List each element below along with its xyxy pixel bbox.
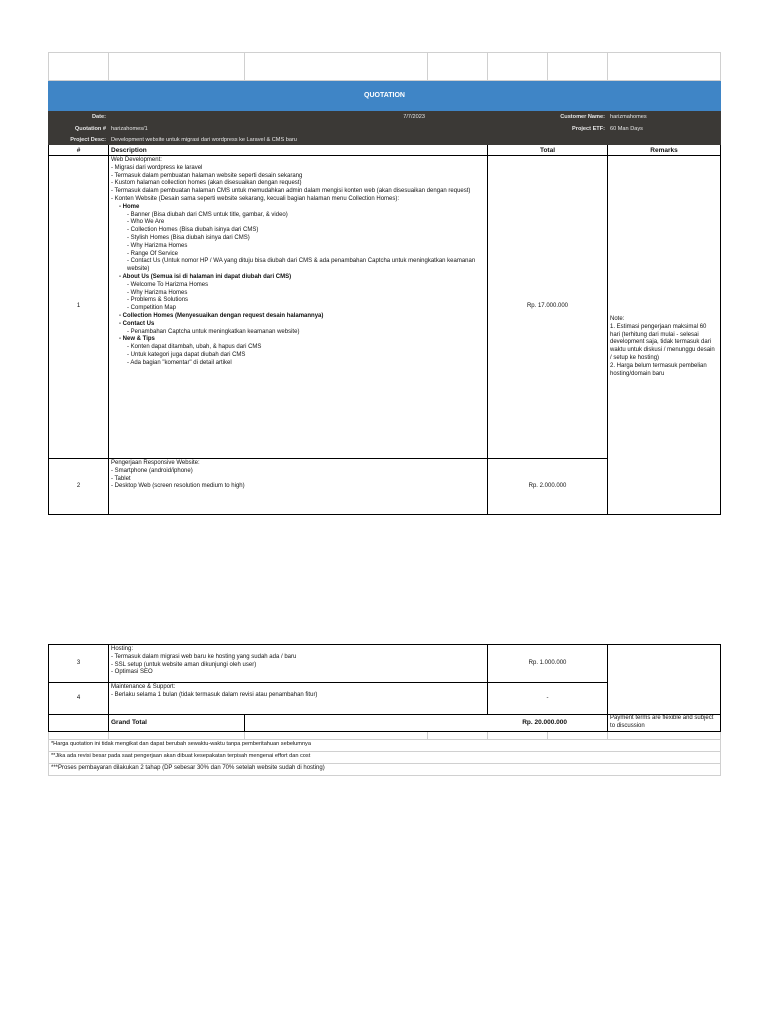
row-total[interactable]: Rp. 17.000.000 bbox=[488, 156, 608, 459]
description-line: - New & Tips bbox=[119, 336, 155, 343]
description-line: - Contact Us bbox=[119, 320, 155, 327]
remarks-note-line: Note: bbox=[610, 316, 625, 322]
description-line: Pengerjaan Responsive Website: bbox=[111, 460, 200, 466]
quotation-sheet-page-2 bbox=[48, 644, 721, 776]
description-line: - Who We Are bbox=[127, 219, 165, 226]
description-line: - Problems & Solutions bbox=[127, 297, 189, 304]
footnote-2: **Jika ada revisi besar pada saat pengerjaan akan dibuat kesepakatan terpisah mengenai effort dan cost bbox=[49, 751, 721, 763]
footnote-3: ***Proses pembayaran dilakukan 2 tahap (DP sebesar 30% dan 70% setelah website sudah di hosting) bbox=[49, 763, 721, 775]
project-etf-value[interactable]: 60 Man Days bbox=[608, 123, 721, 135]
col-header-description: Description bbox=[109, 145, 488, 156]
grand-total-value[interactable]: Rp. 20.000.000 bbox=[245, 715, 608, 732]
date-value[interactable]: 7/7/2023 bbox=[109, 111, 428, 123]
column-header-row bbox=[49, 145, 721, 156]
grand-total-label: Grand Total bbox=[109, 715, 245, 732]
description-line: Web Development: bbox=[111, 157, 162, 163]
remarks-cell[interactable] bbox=[608, 156, 721, 515]
row-description[interactable] bbox=[109, 645, 488, 683]
description-line: - Smartphone (android/iphone) bbox=[111, 467, 193, 474]
col-header-total: Total bbox=[488, 145, 608, 156]
description-line: - Stylish Homes (Bisa diubah isinya dari CMS) bbox=[127, 234, 250, 241]
date-label: Date: bbox=[49, 111, 109, 123]
project-desc-value[interactable]: Development website untuk migrasi dari wordpress ke Laravel & CMS baru bbox=[109, 135, 721, 145]
row-total[interactable]: Rp. 2.000.000 bbox=[488, 459, 608, 515]
description-line: - Competition Map bbox=[127, 305, 177, 312]
description-line: - Why Harizma Homes bbox=[127, 289, 188, 296]
row-number[interactable]: 2 bbox=[49, 459, 109, 515]
description-line: - Penambahan Captcha untuk meningkatkan keamanan website) bbox=[127, 328, 300, 335]
description-line: - Welcome To Harizma Homes bbox=[127, 281, 209, 288]
description-line: - Range Of Service bbox=[127, 250, 179, 257]
row-description[interactable] bbox=[109, 156, 488, 459]
description-line: - Why Harizma Homes bbox=[127, 242, 188, 249]
row-description[interactable] bbox=[109, 683, 488, 715]
description-line: - Collection Homes (Bisa diubah isinya dari CMS) bbox=[127, 227, 259, 234]
row-total[interactable]: Rp. 1.000.000 bbox=[488, 645, 608, 683]
quotation-number-value[interactable]: harizahomes/1 bbox=[109, 123, 428, 135]
remarks-note-line: 1. Estimasi pengerjaan maksimal 60 hari (terhitung dari mulai - selesai development saja, tidak termasuk dari waktu untuk diskusi / menunggu desain / setup ke hosting) bbox=[610, 323, 715, 361]
description-line: - Migrasi dari wordpress ke laravel bbox=[111, 164, 203, 171]
description-line: Maintenance & Support: bbox=[111, 684, 176, 690]
row-number[interactable]: 3 bbox=[49, 645, 109, 683]
grand-total-row bbox=[49, 715, 721, 732]
description-line: - Berlaku selama 1 bulan (tidak termasuk dalam revisi atau penambahan fitur) bbox=[111, 691, 318, 698]
description-line: - Termasuk dalam pembuatan halaman website seperti desain sekarang bbox=[111, 172, 303, 179]
description-line: - Kustom halaman collection homes (akan disesuaikan dengan request) bbox=[111, 180, 302, 187]
description-line: - Konten dapat ditambah, ubah, & hapus dari CMS bbox=[127, 344, 262, 351]
remarks-cell-empty[interactable] bbox=[608, 645, 721, 715]
description-line: - Ada bagian "komentar" di detail artikel bbox=[127, 359, 232, 366]
quotation-title: QUOTATION bbox=[49, 81, 721, 111]
footnote-1: *Harga quotation ini tidak mengikat dan dapat berubah sewaktu-waktu tanpa pemberitahuan sebelumnya bbox=[49, 739, 721, 751]
col-header-remarks: Remarks bbox=[608, 145, 721, 156]
row-number[interactable]: 4 bbox=[49, 683, 109, 715]
project-desc-label: Project Desc: bbox=[49, 135, 109, 145]
description-line: - About Us (Semua isi di halaman ini dapat diubah dari CMS) bbox=[119, 273, 292, 280]
payment-terms: Payment terms are flexible and subject to discussion bbox=[608, 715, 721, 732]
table-row bbox=[49, 156, 721, 459]
table-row bbox=[49, 645, 721, 683]
description-line: - Contact Us (Untuk nomor HP / WA yang dituju bisa diubah dari CMS & ada penambahan Captcha untuk meningkatkan keamanan website) bbox=[127, 258, 476, 273]
customer-value[interactable]: harizmahomes bbox=[608, 111, 721, 123]
empty-row bbox=[49, 53, 721, 81]
row-description[interactable] bbox=[109, 459, 488, 515]
quotation-sheet bbox=[48, 52, 721, 515]
description-line: - Tablet bbox=[111, 475, 131, 482]
description-line: Hosting: bbox=[111, 646, 134, 652]
customer-label: Customer Name: bbox=[428, 111, 608, 123]
description-line: - Home bbox=[119, 203, 140, 210]
row-total[interactable]: - bbox=[488, 683, 608, 715]
description-line: - Untuk kategori juga dapat diubah dari CMS bbox=[127, 351, 246, 358]
col-header-num: # bbox=[49, 145, 109, 156]
project-etf-label: Project ETF: bbox=[428, 123, 608, 135]
description-line: - Banner (Bisa diubah dari CMS untuk title, gambar, & video) bbox=[127, 211, 288, 218]
description-line: - Desktop Web (screen resolution medium to high) bbox=[111, 483, 245, 490]
description-line: - Termasuk dalam pembuatan halaman CMS untuk memudahkan admin dalam mengisi konten web (akan disesuaikan dengan request) bbox=[111, 188, 471, 195]
remarks-note-line: 2. Harga belum termasuk pembelian hosting/domain baru bbox=[610, 362, 707, 377]
description-line: - SSL setup (untuk website aman dikunjungi oleh user) bbox=[111, 661, 257, 668]
description-line: - Collection Homes (Menyesuaikan dengan request desain halamannya) bbox=[119, 312, 324, 319]
row-number[interactable]: 1 bbox=[49, 156, 109, 459]
description-line: - Termasuk dalam migrasi web baru ke hosting yang sudah ada / baru bbox=[111, 653, 297, 660]
description-line: - Konten Website (Desain sama seperti website sekarang, kecuali bagian halaman menu Collection Homes): bbox=[111, 195, 400, 202]
description-line: - Optimasi SEO bbox=[111, 669, 153, 676]
quotation-number-label: Quotation # bbox=[49, 123, 109, 135]
